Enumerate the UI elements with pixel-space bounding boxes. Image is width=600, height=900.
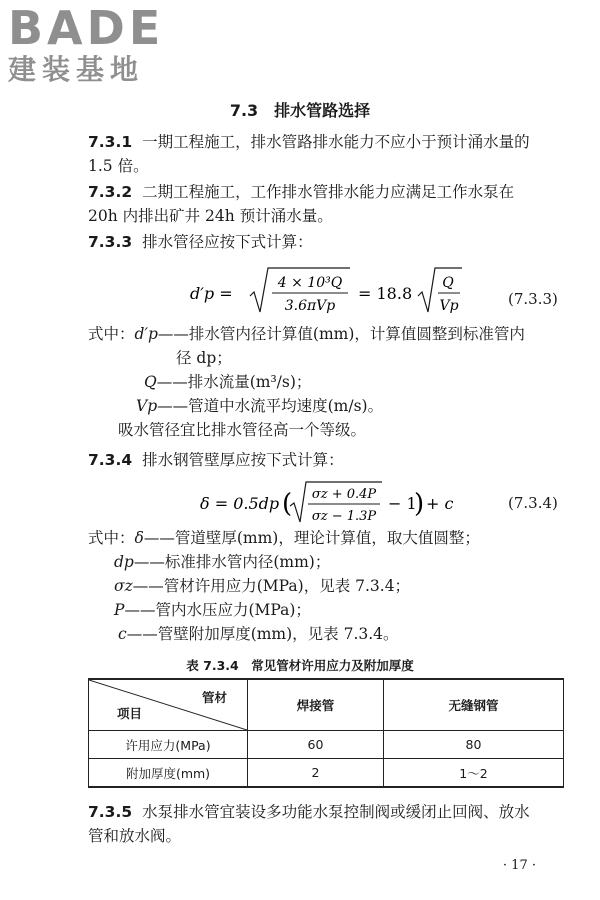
right-paren: )	[414, 489, 425, 519]
table-cell: 1～2	[383, 759, 563, 788]
row-label: 附加厚度(mm)	[89, 759, 248, 788]
clause-7-3-1	[88, 130, 568, 178]
note-text: 吸水管径宜比排水管径高一个等级。	[118, 421, 367, 439]
legend-text: ——标准排水管内径(mm)；	[133, 553, 331, 571]
table-cell: 80	[383, 731, 563, 759]
formula-7-3-4	[200, 476, 460, 532]
left-paren: (	[282, 489, 293, 519]
legend-symbol: c	[118, 625, 127, 643]
table-row	[89, 731, 564, 759]
formula-7-3-3	[190, 262, 490, 320]
formula-denominator: 3.6πVp	[284, 298, 336, 314]
logo-text: BADE	[8, 1, 165, 55]
formula-legend	[88, 322, 568, 442]
legend-intro: 式中：	[88, 529, 135, 547]
clause-text: 排水管径应按下式计算：	[142, 233, 313, 251]
table-corner-cell	[89, 679, 248, 731]
legend-intro: 式中：	[88, 325, 135, 343]
page-number: · 17 ·	[502, 858, 536, 873]
legend-symbol: d′p	[134, 325, 158, 343]
clause-7-3-2	[88, 180, 568, 228]
legend-text: ——管道中水流平均速度(m/s)。	[157, 397, 384, 415]
formula-mid: = 18.8	[358, 284, 413, 303]
clause-number: 7.3.4	[88, 451, 133, 469]
logo-subtext: 建装基地	[8, 53, 145, 86]
legend-text: ——管壁附加厚度(mm)，见表 7.3.4。	[126, 625, 399, 643]
formula-lhs: δ = 0.5dp	[200, 494, 280, 513]
column-header: 焊接管	[248, 679, 384, 731]
clause-7-3-3	[88, 230, 568, 254]
clause-number: 7.3.1	[88, 133, 133, 151]
clause-text: 排水钢管壁厚应按下式计算：	[142, 451, 344, 469]
clause-text: 水泵排水管宜装设多功能水泵控制阀或缓闭止回阀、放水	[142, 803, 530, 821]
formula-plus: + c	[426, 494, 454, 513]
watermark-logo	[8, 1, 165, 86]
formula-frac-den: Vp	[439, 298, 459, 314]
legend-text: 径 dp；	[176, 349, 232, 367]
legend-text: ——管内水压应力(MPa)；	[124, 601, 311, 619]
legend-symbol: dp	[114, 553, 134, 571]
clause-7-3-4	[88, 448, 568, 472]
clause-text: 1.5 倍。	[88, 157, 149, 175]
formula-denominator: σz − 1.3P	[311, 509, 377, 524]
table-row	[89, 759, 564, 788]
table-title: 表 7.3.4 常见管材许用应力及附加厚度	[186, 658, 414, 673]
clause-number: 7.3.3	[88, 233, 133, 251]
clause-number: 7.3.2	[88, 183, 133, 201]
formula-legend	[88, 526, 568, 646]
clause-text: 管和放水阀。	[88, 827, 182, 845]
clause-text: 一期工程施工，排水管路排水能力不应小于预计涌水量的	[142, 133, 530, 151]
clause-number: 7.3.5	[88, 803, 133, 821]
formula-numerator: 4 × 10³Q	[277, 275, 343, 291]
legend-symbol: Q	[144, 373, 157, 391]
row-label: 许用应力(MPa)	[89, 731, 248, 759]
equation-number: (7.3.4)	[508, 494, 558, 512]
formula-tail: − 1	[388, 494, 417, 513]
clause-text: 二期工程施工，工作排水管排水能力应满足工作水泵在	[142, 183, 515, 201]
legend-symbol: δ	[134, 529, 144, 547]
corner-top-label: 管材	[201, 690, 227, 705]
legend-text: ——管材许用应力(MPa)，见表 7.3.4；	[132, 577, 411, 595]
formula-lhs: d′p =	[190, 284, 233, 303]
legend-symbol: σz	[114, 577, 133, 595]
legend-text: ——管道壁厚(mm)，理论计算值，取大值圆整；	[143, 529, 480, 547]
formula-numerator: σz + 0.4P	[311, 487, 377, 502]
spec-table	[88, 678, 564, 788]
clause-7-3-5	[88, 800, 568, 848]
legend-symbol: P	[114, 601, 125, 619]
legend-symbol: Vp	[136, 397, 158, 415]
section-title: 7.3 排水管路选择	[229, 101, 371, 120]
clause-text: 20h 内排出矿井 24h 预计涌水量。	[88, 207, 333, 225]
equation-number: (7.3.3)	[508, 290, 558, 308]
corner-bottom-label: 项目	[117, 706, 143, 721]
column-header: 无缝钢管	[383, 679, 563, 731]
table-cell: 60	[248, 731, 384, 759]
formula-frac-num: Q	[442, 275, 454, 291]
table-cell: 2	[248, 759, 384, 788]
table-header-row	[89, 679, 564, 731]
legend-text: ——排水流量(m³/s)；	[156, 373, 312, 391]
legend-text: ——排水管内径计算值(mm)，计算值圆整到标准管内	[157, 325, 525, 343]
